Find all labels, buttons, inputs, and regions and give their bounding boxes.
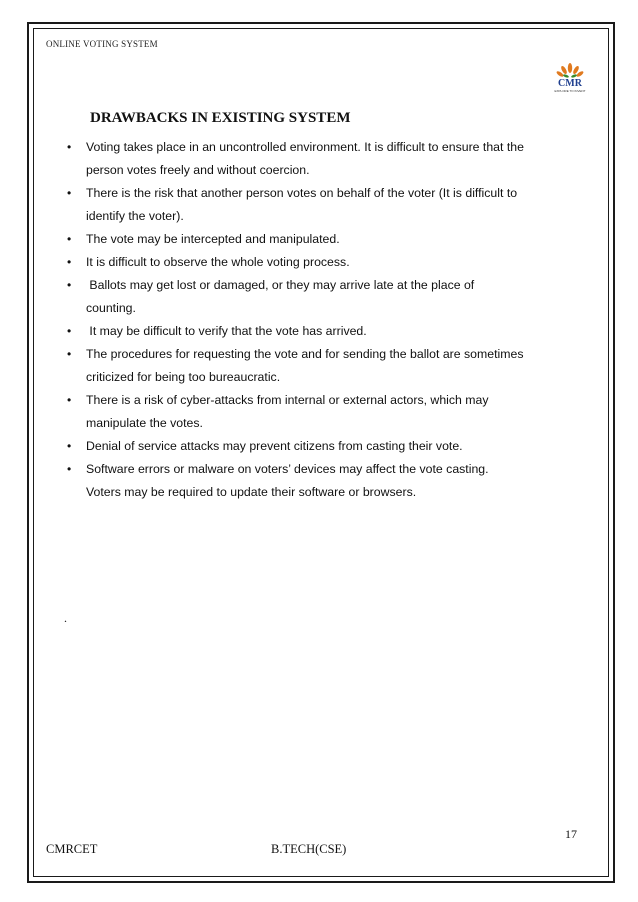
logo-tagline: EXPLORE TO INVENT [554, 89, 586, 93]
bullet-icon: • [67, 462, 72, 476]
bullet-icon: • [67, 255, 72, 269]
list-item-line: There is a risk of cyber-attacks from internal or external actors, which may [86, 393, 489, 407]
list-item [63, 320, 563, 343]
bullet-icon: • [67, 140, 72, 154]
section-title: DRAWBACKS IN EXISTING SYSTEM [90, 110, 351, 126]
list-item [63, 251, 563, 274]
stray-mark: . [64, 611, 67, 625]
list-item-line: Denial of service attacks may prevent citizens from casting their vote. [86, 439, 463, 453]
logo-text: CMR [558, 78, 582, 89]
list-item-line: Software errors or malware on voters’ devices may affect the vote casting. [86, 462, 489, 476]
list-item-line: person votes freely and without coercion. [86, 163, 310, 177]
list-item [63, 389, 563, 435]
list-item [63, 435, 563, 458]
list-item [63, 182, 563, 228]
footer-college: CMRCET [46, 842, 98, 856]
bullet-icon: • [67, 232, 72, 246]
list-item-line: Ballots may get lost or damaged, or they may arrive late at the place of [86, 278, 475, 292]
running-header: ONLINE VOTING SYSTEM [46, 39, 158, 49]
bullet-icon: • [67, 186, 72, 200]
list-item [63, 458, 563, 504]
list-item [63, 228, 563, 251]
list-item-line: counting. [86, 301, 136, 315]
list-item-line: There is the risk that another person votes on behalf of the voter (It is difficult to [86, 186, 518, 200]
list-item [63, 136, 563, 182]
list-item [63, 343, 563, 389]
footer-department: B.TECH(CSE) [271, 842, 347, 856]
cmr-logo-icon [552, 62, 588, 94]
bullet-icon: • [67, 439, 72, 453]
list-item-line: It is difficult to observe the whole voting process. [86, 255, 350, 269]
list-item-line: Voting takes place in an uncontrolled environment. It is difficult to ensure that the [86, 140, 524, 154]
list-item-line: The vote may be intercepted and manipulated. [86, 232, 340, 246]
bullet-icon: • [67, 347, 72, 361]
page-number: 17 [565, 827, 577, 841]
drawbacks-list [63, 136, 563, 504]
list-item-line: identify the voter). [86, 209, 184, 223]
list-item-line: The procedures for requesting the vote and for sending the ballot are sometimes [86, 347, 524, 361]
bullet-icon: • [67, 324, 72, 338]
bullet-icon: • [67, 393, 72, 407]
list-item [63, 274, 563, 320]
bullet-icon: • [67, 278, 72, 292]
list-item-line: Voters may be required to update their software or browsers. [86, 485, 417, 499]
list-item-line: manipulate the votes. [86, 416, 203, 430]
list-item-line: criticized for being too bureaucratic. [86, 370, 281, 384]
list-item-line: It may be difficult to verify that the vote has arrived. [86, 324, 367, 338]
